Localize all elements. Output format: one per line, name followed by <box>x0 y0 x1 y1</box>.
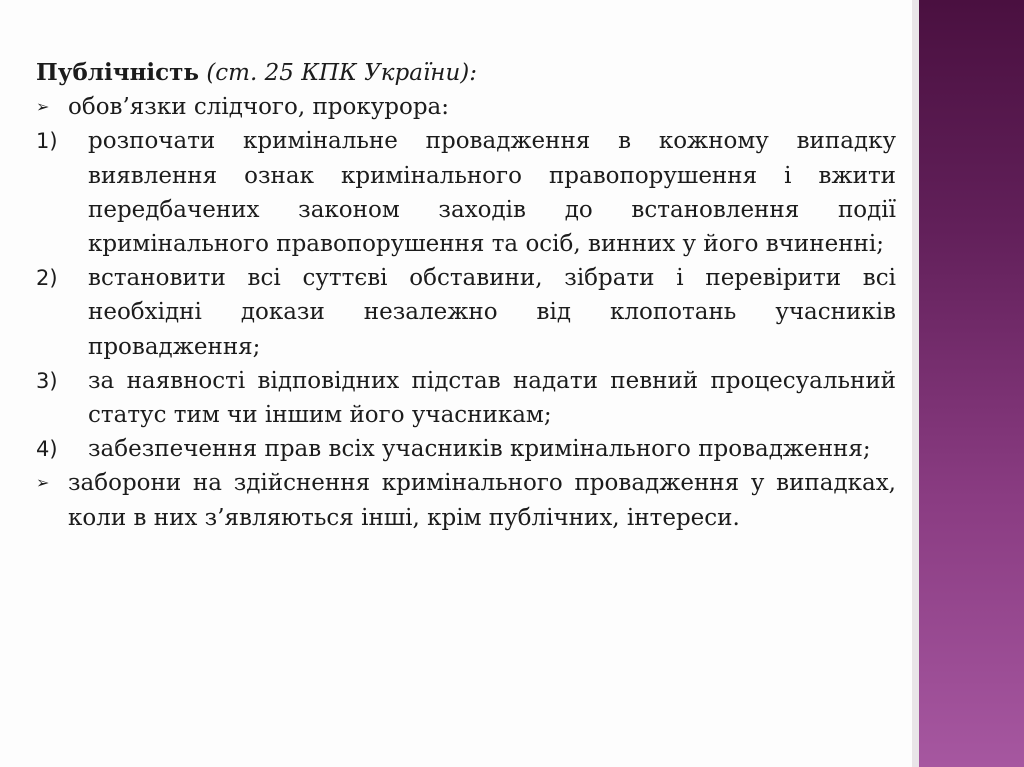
list-item-number: 2) <box>36 266 58 291</box>
bullet-text: заборони на здійснення кримінального провадження у випадках, коли в них з’являються інші, крім публічних, інтереси. <box>68 470 896 531</box>
list-item <box>36 364 896 432</box>
slide-heading <box>36 56 896 90</box>
list-item-text: за наявності відповідних підстав надати певний процесуальний статус тим чи іншим його учасникам; <box>88 367 896 429</box>
list-item <box>36 261 896 364</box>
bullet-duties <box>36 90 896 124</box>
bullet-text: обов’язки слідчого, прокурора: <box>68 94 450 121</box>
list-item-text: встановити всі суттєві обставини, зібрати і перевірити всі необхідні докази незалежно від клопотань учасників провадження; <box>88 265 896 360</box>
arrow-bullet-icon: ➢ <box>36 473 50 493</box>
list-item <box>36 432 896 466</box>
list-item-number: 4) <box>36 437 58 462</box>
list-item-number: 1) <box>36 129 58 154</box>
list-item-text: розпочати кримінальне провадження в кожному випадку виявлення ознак кримінального правопорушення і вжити передбачених законом заходів до встановлення події кримінального правопорушення та осіб, винних у його вчиненні; <box>88 128 896 258</box>
bullet-prohibitions <box>36 466 896 534</box>
list-item <box>36 124 896 261</box>
side-band-divider <box>912 0 919 767</box>
heading-reference: (ст. 25 КПК України): <box>199 60 477 86</box>
arrow-bullet-icon: ➢ <box>36 97 50 117</box>
decorative-side-band <box>912 0 1024 767</box>
slide-content <box>36 56 896 535</box>
list-item-text: забезпечення прав всіх учасників кримінального провадження; <box>88 436 871 463</box>
list-item-number: 3) <box>36 368 58 393</box>
heading-title: Публічність <box>36 59 200 86</box>
